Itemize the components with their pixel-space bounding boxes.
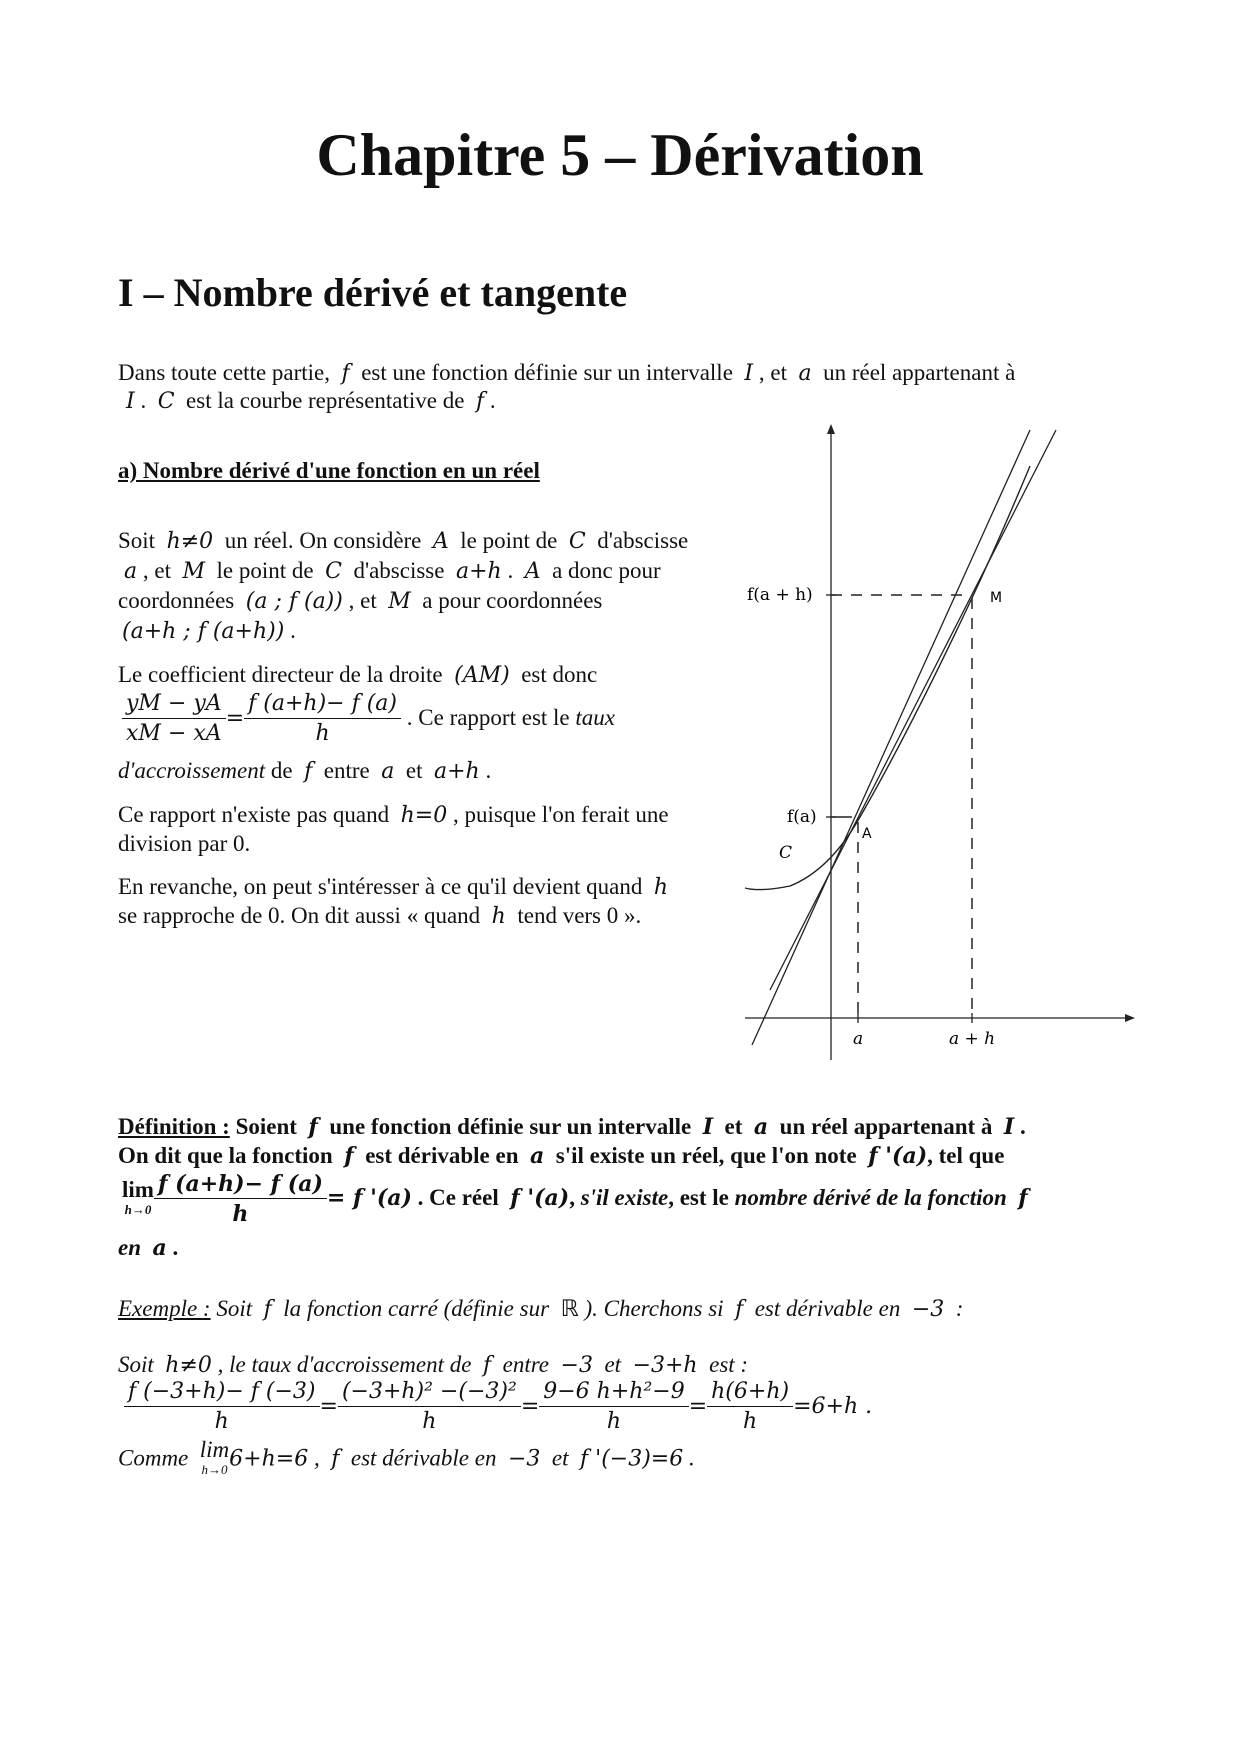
para3-line-2: division par 0. bbox=[118, 831, 251, 856]
tangent-line bbox=[770, 430, 1056, 990]
label-a-point: A bbox=[862, 826, 872, 842]
definition-fraction: $\frac{f (a+h)- f (a)}{h}$ bbox=[154, 1170, 327, 1229]
section-heading: I – Nombre dérivé et tangente bbox=[118, 270, 628, 315]
secant-line bbox=[752, 430, 1030, 1045]
slope-fraction: $\frac{yM - yA}{xM - xA}$ bbox=[122, 690, 226, 749]
para2-line-1: Le coefficient directeur de la droite (AM) est donc bbox=[118, 662, 598, 688]
para4-line-2: se rapproche de 0. On dit aussi « quand h tend vers 0 ». bbox=[118, 903, 642, 929]
example-fraction-2: $\frac{\text{(−3+h)² −(−3)²}}{h}$ bbox=[338, 1378, 521, 1437]
para3-line-1: Ce rapport n'existe pas quand h=0 , puisque l'on ferait une bbox=[118, 802, 669, 828]
example-label: Exemple : bbox=[118, 1296, 211, 1321]
label-m: M bbox=[990, 590, 1003, 606]
para1-line-1: Soit h≠0 un réel. On considère A le point de C d'abscisse bbox=[118, 528, 689, 554]
example-line-2: Soit h≠0 , le taux d'accroissement de f entre −3 et −3+h est : bbox=[118, 1352, 749, 1378]
example-fraction-3: $\frac{\text{9−6 h+h²−9}}{h}$ bbox=[539, 1378, 688, 1437]
definition-line-4: en a . bbox=[118, 1235, 179, 1261]
definition-label: Définition : bbox=[118, 1114, 230, 1139]
para1-line-2: a , et M le point de C d'abscisse a+h . A a donc pour bbox=[124, 558, 661, 584]
definition-line-1: Définition : Soient f une fonction définie sur un intervalle I et a un réel appartenant à I . bbox=[118, 1114, 1026, 1140]
para1-line-3: coordonnées (a ; f (a)) , et M a pour coordonnées bbox=[118, 588, 603, 614]
definition-line-2: On dit que la fonction f est dérivable en a s'il existe un réel, que l'on note f '(a), tel que bbox=[118, 1143, 1005, 1169]
example-fraction-4: $\frac{h(6+h)}{h}$ bbox=[707, 1378, 793, 1437]
para4-line-1: En revanche, on peut s'intéresser à ce qu'il devient quand h bbox=[118, 874, 668, 900]
example-limit: lim h→0 bbox=[199, 1437, 230, 1477]
subsection-heading: a) Nombre dérivé d'une fonction en un réel bbox=[118, 458, 540, 483]
example-line-4: Comme lim h→0 6+h=6 , f est dérivable en −3 et f '(−3)=6 . bbox=[118, 1440, 695, 1480]
definition-line-3: lim h→0 $\frac{f (a+h)- f (a)}{h}$ = f '(a) . Ce réel f '(a), s'il existe, est le nombre dérivé de la fonction f bbox=[122, 1171, 1028, 1227]
example-fraction-1: $\frac{f (-3+h)- f (-3)}{h}$ bbox=[124, 1378, 320, 1437]
para1-line-4: (a+h ; f (a+h)) . bbox=[122, 618, 296, 644]
label-curve: C bbox=[779, 843, 793, 863]
y-axis-arrow bbox=[827, 424, 835, 434]
rate-fraction: $\frac{f (a+h)- f (a)}{h}$ bbox=[244, 690, 401, 749]
para2-formula: $\frac{yM - yA}{xM - xA}$ = $\frac{f (a+h)- f (a)}{h}$ . Ce rapport est le taux bbox=[122, 690, 615, 749]
example-line-1: Exemple : Soit f la fonction carré (définie sur ℝ ). Cherchons si f est dérivable en −3 : bbox=[118, 1296, 964, 1322]
intro-line-1: Dans toute cette partie, f est une fonction définie sur un intervalle I , et a un réel appartenant à bbox=[118, 360, 1016, 386]
definition-limit: lim h→0 bbox=[122, 1176, 154, 1217]
tangent-figure bbox=[740, 420, 1140, 1070]
page-title: Chapitre 5 – Dérivation bbox=[316, 122, 924, 188]
intro-line-2: I . C est la courbe représentative de f . bbox=[126, 388, 496, 414]
para2-line-3: d'accroissement de f entre a et a+h . bbox=[118, 758, 492, 784]
label-fa: f(a) bbox=[787, 807, 817, 827]
label-fah: f(a + h) bbox=[747, 585, 813, 605]
example-computation: $\frac{f (-3+h)- f (-3)}{h}$ = $\frac{\text{(−3+h)² −(−3)²}}{h}$ = $\frac{\text{9−6 h+h²−9}}{h}$ = $\frac{h(6+h)}{h}$ =6+h . bbox=[124, 1378, 872, 1437]
x-axis-arrow bbox=[1125, 1014, 1135, 1022]
label-ah-axis: a + h bbox=[949, 1029, 996, 1049]
label-a-axis: a bbox=[853, 1029, 864, 1049]
